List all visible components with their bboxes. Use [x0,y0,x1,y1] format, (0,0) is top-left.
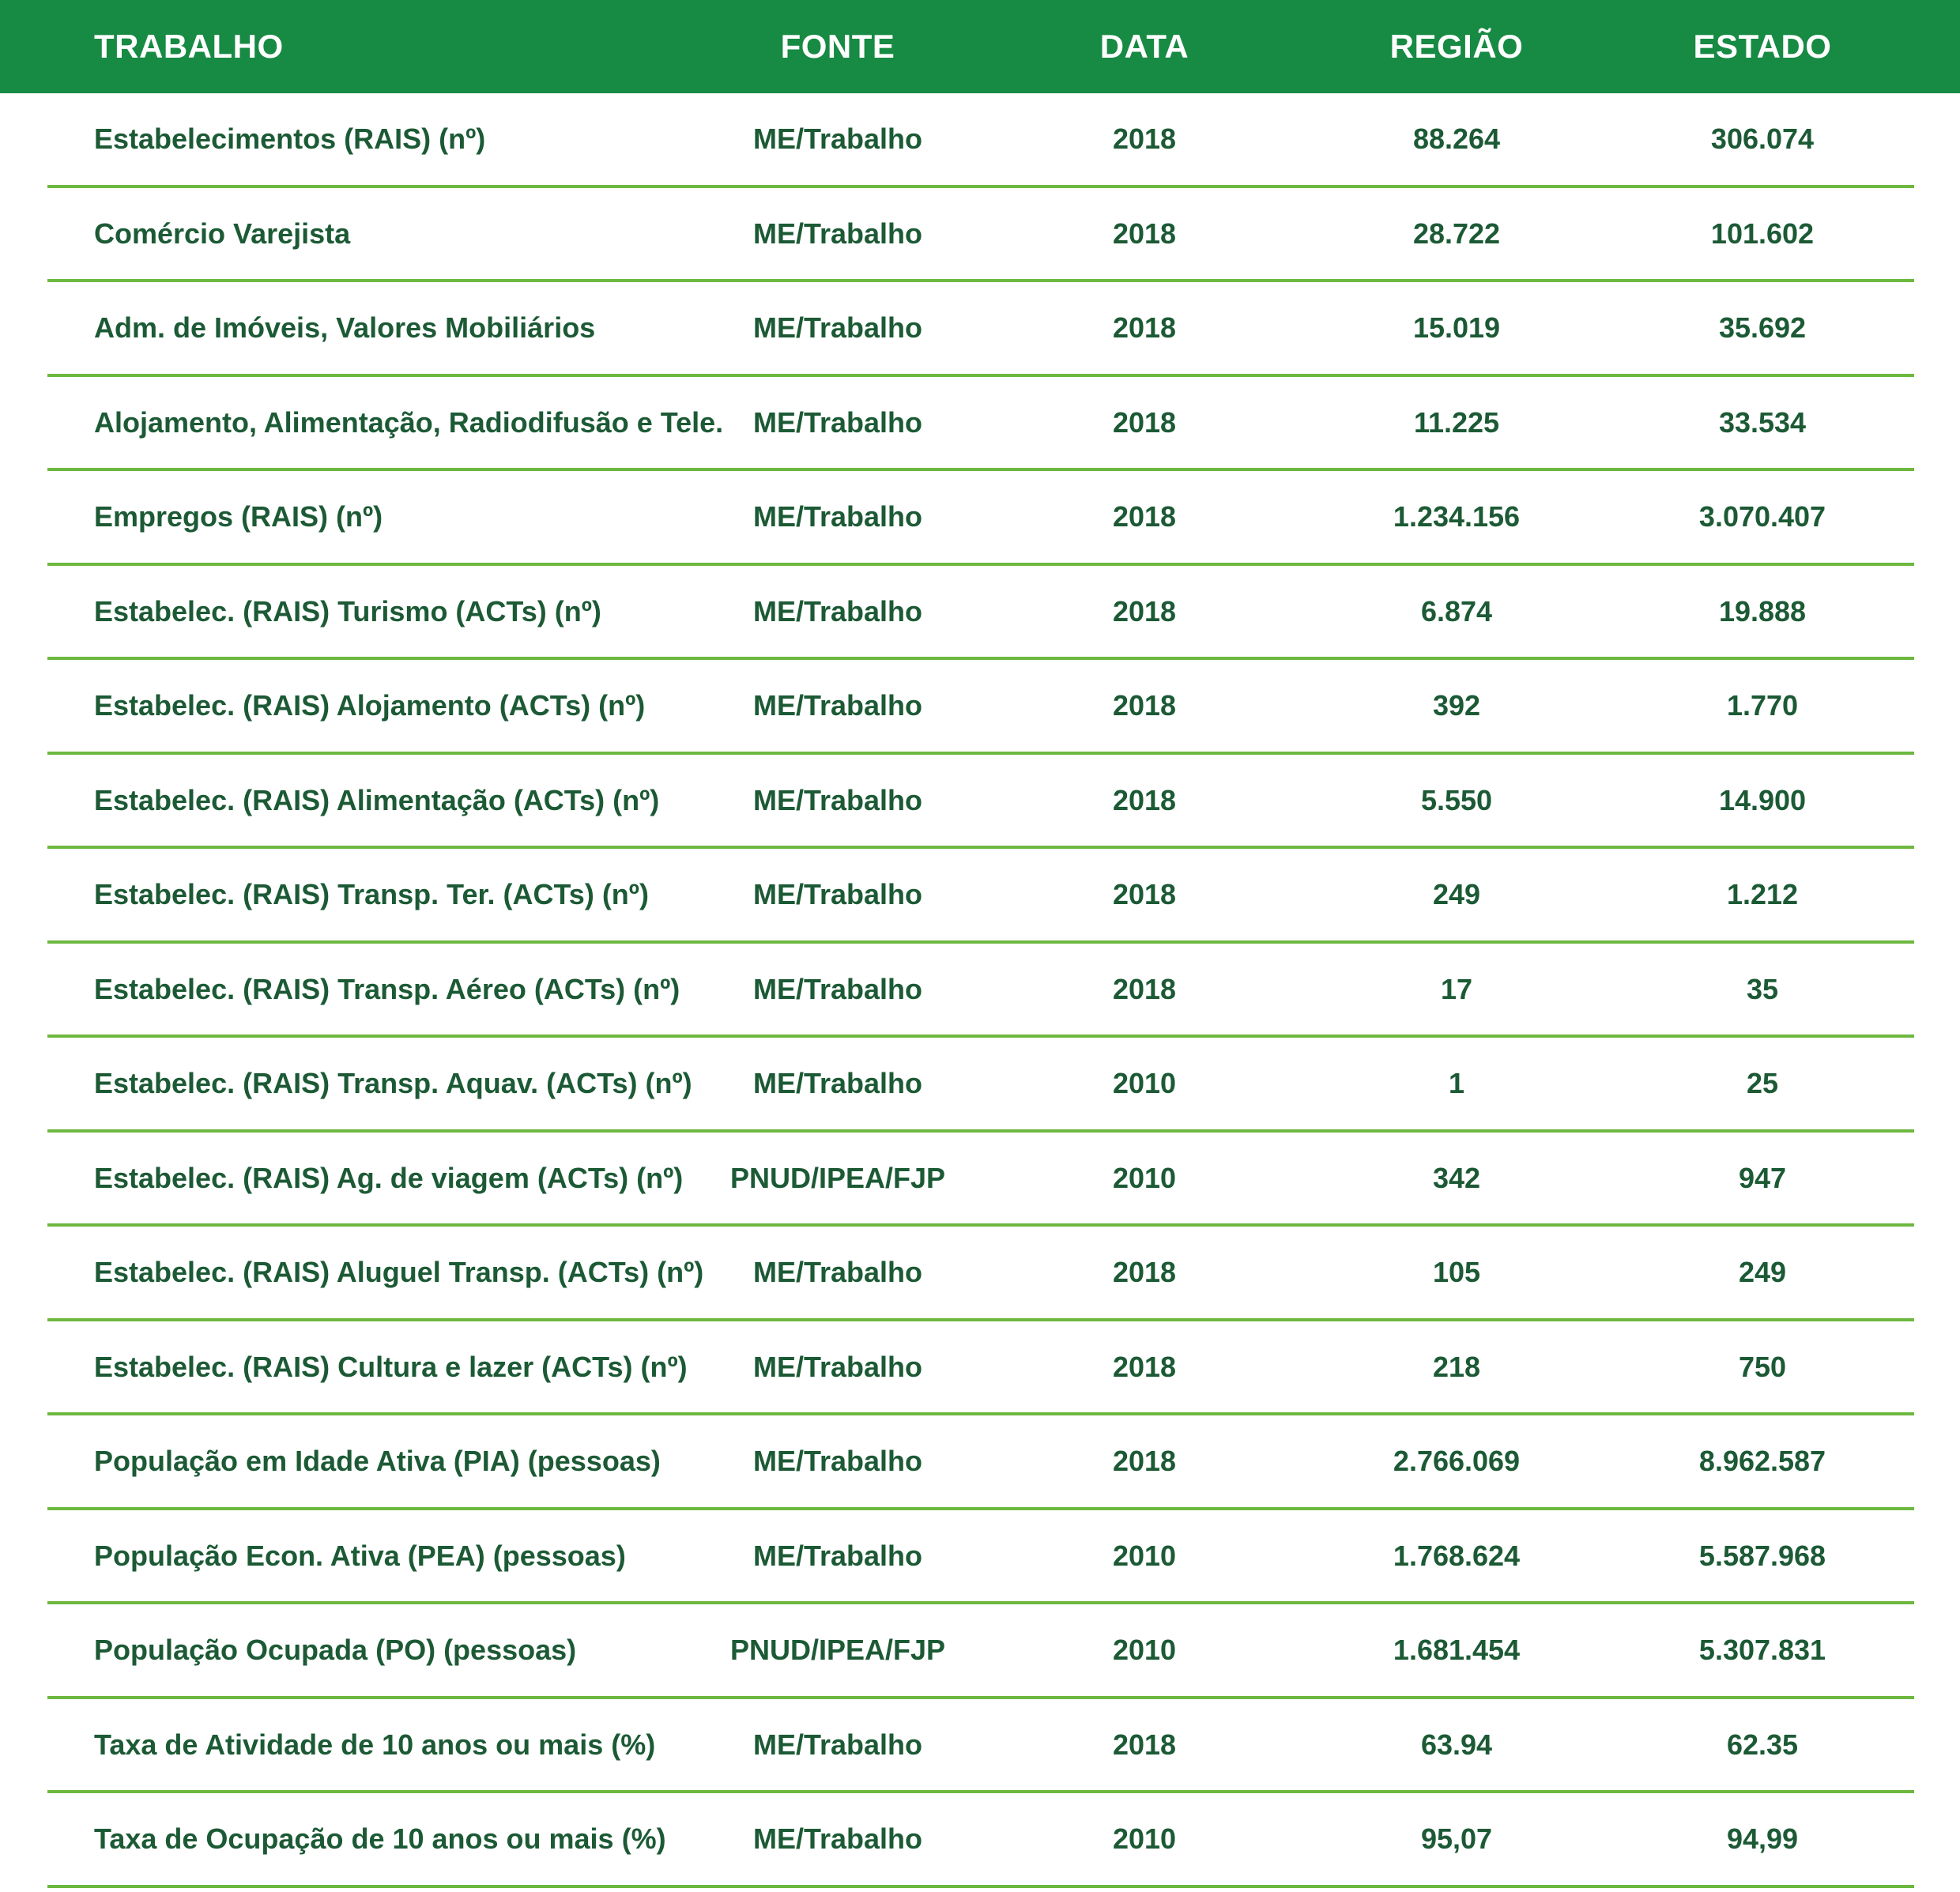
table-row [0,566,1960,661]
cell-regiao: 1.234.156 [1393,500,1521,533]
table-row [0,1415,1960,1510]
cell-estado: 947 [1738,1161,1787,1194]
cell-regiao: 63.94 [1420,1728,1493,1761]
cell-data: 2010 [1112,1822,1177,1855]
cell-estado: 5.307.831 [1698,1634,1826,1666]
cell-trabalho: Estabelec. (RAIS) Transp. Aquav. (ACTs) (nº) [94,1067,692,1099]
table-row [0,1604,1960,1699]
cell-regiao: 17 [1440,972,1473,1005]
table-row [0,471,1960,566]
cell-data: 2018 [1112,783,1177,816]
cell-fonte: ME/Trabalho [752,122,923,155]
cell-trabalho: Estabelec. (RAIS) Alimentação (ACTs) (nº) [94,783,660,816]
cell-estado: 33.534 [1718,405,1807,439]
cell-trabalho: Taxa de Ocupação de 10 anos ou mais (%) [94,1822,666,1855]
cell-trabalho: Estabelec. (RAIS) Aluguel Transp. (ACTs) (nº) [94,1256,704,1288]
cell-data: 2018 [1112,217,1177,250]
table-row [0,660,1960,755]
cell-data: 2010 [1112,1634,1177,1666]
cell-data: 2010 [1112,1539,1177,1572]
cell-data: 2018 [1112,311,1177,344]
cell-regiao: 1 [1448,1067,1465,1099]
header-regiao: REGIÃO [1389,28,1524,65]
cell-estado: 35 [1746,972,1779,1005]
cell-trabalho: Estabelec. (RAIS) Transp. Ter. (ACTs) (nº) [94,878,649,910]
cell-data: 2018 [1112,1445,1177,1477]
header-trabalho: TRABALHO [94,28,284,65]
cell-fonte: ME/Trabalho [752,1350,923,1383]
cell-regiao: 2.766.069 [1393,1445,1521,1477]
cell-regiao: 11.225 [1413,405,1500,439]
cell-estado: 62.35 [1726,1728,1799,1761]
table-row [0,377,1960,472]
table-row [0,1699,1960,1794]
cell-fonte: ME/Trabalho [752,217,923,250]
cell-trabalho: Estabelec. (RAIS) Transp. Aéreo (ACTs) (nº) [94,972,680,1005]
table-row [0,755,1960,850]
cell-trabalho: População Econ. Ativa (PEA) (pessoas) [94,1539,626,1572]
cell-fonte: ME/Trabalho [752,500,923,533]
cell-data: 2018 [1112,1256,1177,1288]
header-fonte: FONTE [780,28,895,65]
cell-data: 2018 [1112,878,1177,910]
cell-trabalho: Comércio Varejista [94,217,351,250]
cell-estado: 8.962.587 [1698,1445,1826,1477]
cell-estado: 25 [1746,1067,1779,1099]
cell-fonte: ME/Trabalho [752,1067,923,1099]
cell-trabalho: População em Idade Ativa (PIA) (pessoas) [94,1445,661,1477]
cell-estado: 249 [1738,1256,1787,1288]
cell-fonte: ME/Trabalho [752,1728,923,1761]
cell-regiao: 342 [1432,1161,1481,1194]
cell-trabalho: Estabelec. (RAIS) Cultura e lazer (ACTs) (nº) [94,1350,688,1383]
cell-data: 2018 [1112,1728,1177,1761]
cell-trabalho: Estabelec. (RAIS) Alojamento (ACTs) (nº) [94,689,646,722]
table-row [0,1227,1960,1321]
cell-regiao: 392 [1432,689,1481,722]
cell-fonte: ME/Trabalho [752,1445,923,1477]
cell-data: 2018 [1112,405,1177,439]
cell-estado: 101.602 [1710,217,1815,250]
cell-data: 2010 [1112,1161,1177,1194]
cell-fonte: ME/Trabalho [752,405,923,439]
cell-trabalho: Estabelec. (RAIS) Turismo (ACTs) (nº) [94,594,601,628]
cell-trabalho: Adm. de Imóveis, Valores Mobiliários [94,311,596,344]
cell-fonte: ME/Trabalho [752,1256,923,1288]
cell-fonte: ME/Trabalho [752,1539,923,1572]
cell-data: 2018 [1112,1350,1177,1383]
cell-estado: 5.587.968 [1698,1539,1826,1572]
row-divider [47,1885,1914,1888]
cell-data: 2018 [1112,689,1177,722]
header-estado: ESTADO [1693,28,1832,65]
cell-fonte: ME/Trabalho [752,689,923,722]
cell-estado: 1.212 [1726,878,1799,910]
cell-fonte: PNUD/IPEA/FJP [729,1634,946,1666]
cell-regiao: 1.768.624 [1393,1539,1521,1572]
table-row [0,944,1960,1038]
cell-trabalho: Taxa de Atividade de 10 anos ou mais (%) [94,1728,656,1761]
table-row [0,1321,1960,1416]
cell-fonte: ME/Trabalho [752,878,923,910]
table-row [0,849,1960,944]
cell-fonte: ME/Trabalho [752,783,923,816]
cell-regiao: 1.681.454 [1393,1634,1521,1666]
cell-fonte: ME/Trabalho [752,311,923,344]
table-row [0,1133,1960,1227]
cell-estado: 306.074 [1710,122,1815,155]
cell-trabalho: Alojamento, Alimentação, Radiodifusão e Tele. [94,405,724,439]
table-row [0,1793,1960,1888]
cell-data: 2018 [1112,972,1177,1005]
table-row [0,93,1960,188]
table-row [0,188,1960,283]
cell-estado: 750 [1738,1350,1787,1383]
header-data: DATA [1099,28,1189,65]
cell-estado: 35.692 [1718,311,1807,344]
cell-regiao: 249 [1432,878,1481,910]
cell-data: 2018 [1112,122,1177,155]
cell-trabalho: Empregos (RAIS) (nº) [94,500,383,533]
cell-estado: 19.888 [1718,594,1807,628]
cell-regiao: 88.264 [1412,122,1501,155]
cell-estado: 94,99 [1726,1822,1799,1855]
cell-trabalho: Estabelecimentos (RAIS) (nº) [94,122,486,155]
cell-trabalho: População Ocupada (PO) (pessoas) [94,1634,577,1666]
cell-estado: 14.900 [1718,783,1807,816]
cell-fonte: PNUD/IPEA/FJP [729,1161,946,1194]
cell-fonte: ME/Trabalho [752,972,923,1005]
table-row [0,1038,1960,1133]
cell-fonte: ME/Trabalho [752,594,923,628]
cell-regiao: 218 [1432,1350,1481,1383]
cell-data: 2018 [1112,594,1177,628]
cell-regiao: 28.722 [1412,217,1501,250]
cell-regiao: 95,07 [1420,1822,1493,1855]
cell-regiao: 15.019 [1412,311,1501,344]
cell-estado: 3.070.407 [1698,500,1826,533]
table-header [0,0,1960,93]
cell-estado: 1.770 [1726,689,1799,722]
cell-regiao: 6.874 [1420,594,1493,628]
cell-fonte: ME/Trabalho [752,1822,923,1855]
table-row [0,282,1960,377]
cell-data: 2018 [1112,500,1177,533]
cell-regiao: 5.550 [1420,783,1493,816]
table-row [0,1510,1960,1605]
cell-trabalho: Estabelec. (RAIS) Ag. de viagem (ACTs) (nº) [94,1161,684,1194]
cell-data: 2010 [1112,1067,1177,1099]
cell-regiao: 105 [1432,1256,1481,1288]
